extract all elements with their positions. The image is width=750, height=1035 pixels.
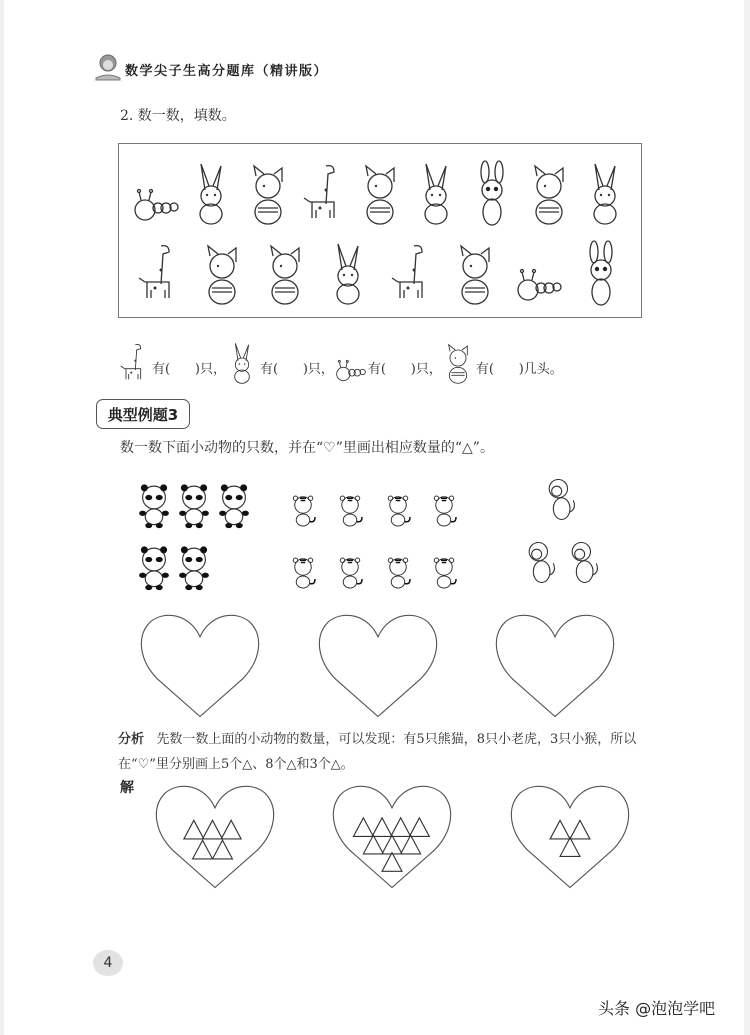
solution-heart-3-triangles <box>500 778 640 894</box>
monkey-icon <box>520 535 560 599</box>
giraffe-icon <box>388 238 436 306</box>
girl-reading-book-icon <box>93 52 123 82</box>
page-number: 4 <box>93 950 123 976</box>
animal-counting-box <box>118 143 642 318</box>
tiger-icon <box>285 552 321 604</box>
page-left-edge <box>0 0 4 1035</box>
answer-heart[interactable] <box>485 607 625 723</box>
monkey-icon <box>563 535 603 599</box>
page-right-edge <box>744 0 750 1035</box>
animal-row-2 <box>119 232 641 306</box>
fill-blank-rabbit <box>226 337 334 387</box>
tiger-icon <box>285 490 321 542</box>
analysis-text-1: 先数一数上面的小动物的数量，可以发现：有5只熊猫，8只小老虎，3只小猴，所以 <box>156 732 637 747</box>
tiger-icon <box>380 490 416 542</box>
tiger-icon <box>380 552 416 604</box>
solution-heart-5-triangles <box>145 778 285 894</box>
rabbit-icon <box>187 158 235 226</box>
book-title: 数学尖子生高分题库（精讲版） <box>125 64 329 79</box>
tiger-icon <box>332 552 368 604</box>
panda-icon <box>213 480 255 540</box>
answer-heart[interactable] <box>130 607 270 723</box>
fill-blank-text: 有( )只， <box>367 362 442 377</box>
fill-blank-caterpillar <box>334 337 442 387</box>
fill-blank-pig <box>442 337 563 387</box>
example-prompt: 数一数下面小动物的只数，并在“♡”里画出相应数量的“△”。 <box>120 440 494 456</box>
caterpillar-icon <box>514 238 562 306</box>
analysis-label: 分析 <box>118 732 145 747</box>
monkey-icon <box>540 472 580 536</box>
giraffe-icon <box>135 238 183 306</box>
fill-blank-text: 有( )只， <box>259 362 334 377</box>
tiger-icon <box>332 490 368 542</box>
example-tag: 典型例题3 <box>96 399 190 429</box>
pig-icon <box>198 238 246 306</box>
pig-icon <box>261 238 309 306</box>
analysis-paragraph <box>118 727 678 777</box>
caterpillar-icon <box>131 158 179 226</box>
rabbit-icon <box>412 158 460 226</box>
caterpillar-icon <box>334 337 366 387</box>
analysis-text-2: 在“♡”里分别画上5个△、8个△和3个△。 <box>118 757 354 772</box>
rabbit-front-icon <box>468 158 516 226</box>
solution-label: 解 <box>120 780 134 796</box>
pig-icon <box>451 238 499 306</box>
rabbit-icon <box>226 337 258 387</box>
pig-icon <box>244 158 292 226</box>
fill-blank-text: 有( )几头。 <box>475 362 563 377</box>
pig-icon <box>356 158 404 226</box>
tiger-icon <box>426 552 462 604</box>
rabbit-front-icon <box>577 238 625 306</box>
animal-row-1 <box>119 154 641 226</box>
fill-blank-text: 有( )只， <box>152 362 226 377</box>
rabbit-icon <box>324 238 372 306</box>
fill-blank-giraffe <box>118 337 226 387</box>
watermark: 头条 @泡泡学吧 <box>598 999 716 1018</box>
panda-icon <box>133 480 175 540</box>
solution-heart-8-triangles <box>322 778 462 894</box>
pig-icon <box>525 158 573 226</box>
pig-icon <box>442 337 474 387</box>
panda-icon <box>133 542 175 602</box>
tiger-icon <box>426 490 462 542</box>
rabbit-icon <box>581 158 629 226</box>
panda-icon <box>173 480 215 540</box>
fill-in-blanks-line <box>118 335 638 387</box>
question-title: 2. 数一数，填数。 <box>120 108 236 124</box>
giraffe-icon <box>300 158 348 226</box>
giraffe-icon <box>118 337 150 387</box>
panda-icon <box>173 542 215 602</box>
answer-heart[interactable] <box>308 607 448 723</box>
